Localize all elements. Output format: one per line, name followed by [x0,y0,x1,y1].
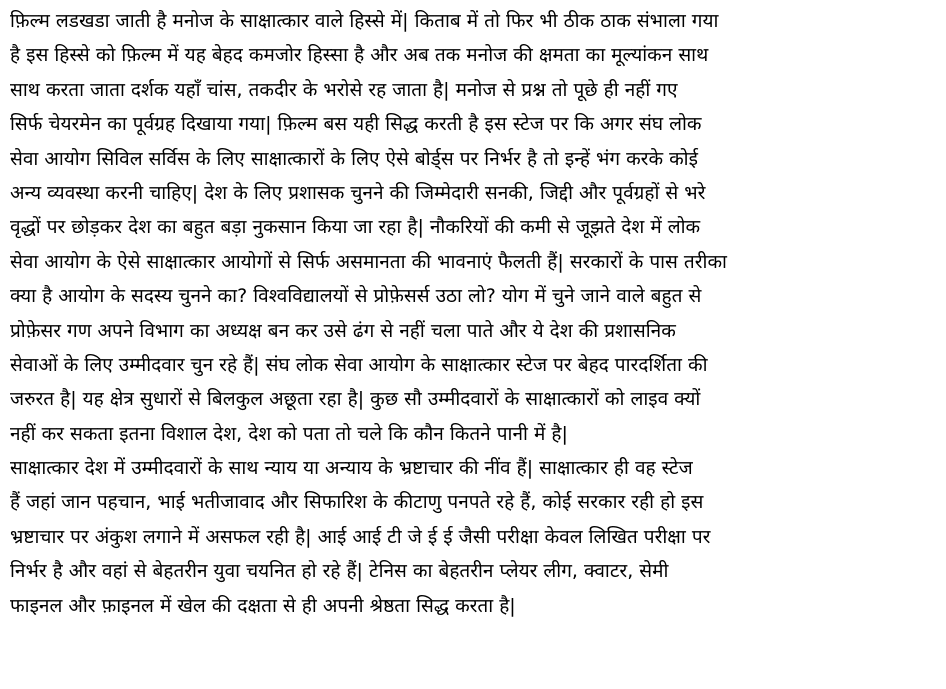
text-line: हैं जहां जान पहचान, भाई भतीजावाद और सिफारिश के कीटाणु पनपते रहे हैं, कोई सरकार रही हो इस [10,491,704,514]
text-line: सेवाओं के लिए उम्मीदवार चुन रहे हैं| संघ लोक सेवा आयोग के साक्षात्कार स्टेज पर बेहद पारदर्शिता की [10,353,708,376]
text-line: भ्रष्टाचार पर अंकुश लगाने में असफल रही है| आई आई टी जे ई ई जैसी परीक्षा केवल लिखित परीक्षा पर [10,525,711,548]
text-line: साथ करता जाता दर्शक यहाँ चांस, तकदीर के भरोसे रह जाता है| मनोज से प्रश्न तो पूछे ही नहीं गए [10,78,678,101]
text-line: सेवा आयोग के ऐसे साक्षात्कार आयोगों से सिर्फ असमानता की भावनाएं फैलती हैं| सरकारों के पास तरीका [10,250,727,273]
text-line: साक्षात्कार देश में उम्मीदवारों के साथ न्याय या अन्याय के भ्रष्टाचार की नींव हैं| साक्षात्कार ही वह स्टेज [10,457,693,480]
text-line: फ़िल्म लडखडा जाती है मनोज के साक्षात्कार वाले हिस्से में| किताब में तो फिर भी ठीक ठाक संभाला गया [10,10,719,32]
text-line: निर्भर है और वहां से बेहतरीन युवा चयनित हो रहे हैं| टेनिस का बेहतरीन प्लेयर लीग, क्वाटर, सेमी [10,560,669,583]
text-line: नहीं कर सकता इतना विशाल देश, देश को पता तो चले कि कौन कितने पानी में है| [10,422,568,445]
text-line: है इस हिस्से को फ़िल्म में यह बेहद कमजोर हिस्सा है और अब तक मनोज की क्षमता का मूल्यांकन साथ [10,44,709,67]
text-line: क्या है आयोग के सदस्य चुनने का? विश्वविद्यालयों से प्रोफ़ेसर्स उठा लो? योग में चुने जाने वाले बहुत से [10,285,702,308]
text-line: सिर्फ चेयरमेन का पूर्वग्रह दिखाया गया| फ़िल्म बस यही सिद्ध करती है इस स्टेज पर कि अगर संघ लोक [10,113,702,136]
text-line: वृद्धों पर छोड़कर देश का बहुत बड़ा नुकसान किया जा रहा है| नौकरियों की कमी से जूझते देश में लोक [10,216,701,239]
text-line: प्रोफ़ेसर गण अपने विभाग का अध्यक्ष बन कर उसे ढंग से नहीं चला पाते और ये देश की प्रशासनिक [10,319,676,342]
document-body [10,4,940,623]
text-line: फाइनल और फ़ाइनल में खेल की दक्षता से ही अपनी श्रेष्ठता सिद्ध करता है| [10,594,516,617]
text-line: जरुरत है| यह क्षेत्र सुधारों से बिलकुल अछूता रहा है| कुछ सौ उम्मीदवारों के साक्षात्कारों को लाइव क्यों [10,388,701,411]
text-line: अन्य व्यवस्था करनी चाहिए| देश के लिए प्रशासक चुनने की जिम्मेदारी सनकी, जिद्दी और पूर्वग्रहों से भरे [10,181,706,204]
text-line: सेवा आयोग सिविल सर्विस के लिए साक्षात्कारों के लिए ऐसे बोर्ड्स पर निर्भर है तो इन्हें भंग करके कोई [10,147,698,170]
